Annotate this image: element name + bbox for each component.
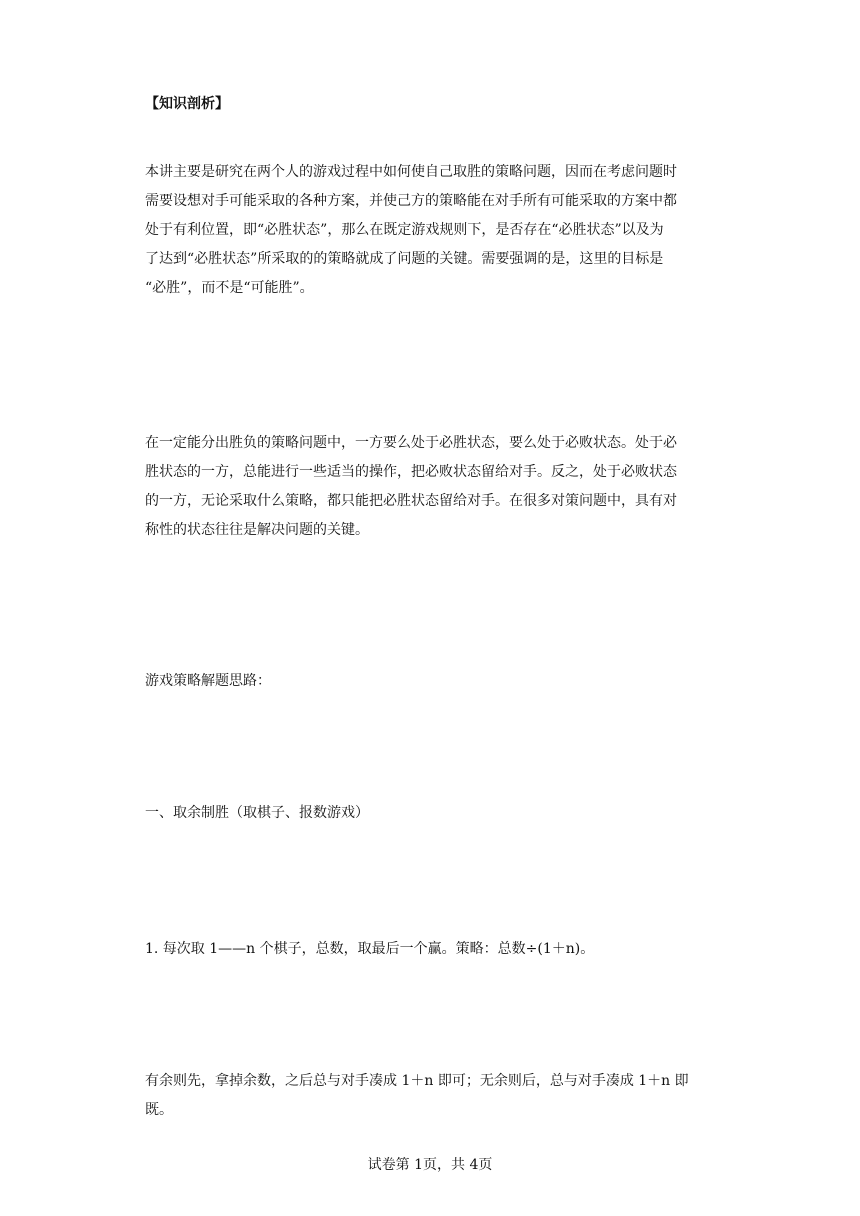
paragraph-line: 本讲主要是研究在两个人的游戏过程中如何使自己取胜的策略问题，因而在考虑问题时 [145,164,677,180]
subheading-remainder: 一、取余制胜（取棋子、报数游戏） [145,805,369,821]
paragraph-line: 在一定能分出胜负的策略问题中，一方要么处于必胜状态，要么处于必败状态。处于必 [145,435,677,451]
paragraph-rule-1: 1. 每次取 1——n 个棋子，总数，取最后一个赢。策略：总数÷(1＋n)。 [145,941,595,957]
paragraph-line: 的一方，无论采取什么策略，都只能把必胜状态留给对手。在很多对策问题中，具有对 [145,493,677,509]
paragraph-rule-1-detail [145,1067,719,1125]
paragraph-line: 称性的状态往往是解决问题的关键。 [145,522,369,538]
paragraph-intro [145,158,719,303]
paragraph-line: “必胜”，而不是“可能胜”。 [145,280,314,296]
paragraph-line: 了达到“必胜状态”所采取的的策略就成了问题的关键。需要强调的是，这里的目标是 [145,251,664,267]
paragraph-strategy-intro: 游戏策略解题思路： [145,673,271,689]
paragraph-win-lose-states [145,429,719,545]
paragraph-line: 既。 [145,1102,173,1118]
paragraph-line: 有余则先，拿掉余数，之后总与对手凑成 1＋n 即可；无余则后，总与对手凑成 1＋n 即 [145,1073,689,1089]
paragraph-line: 处于有利位置，即“必胜状态”，那么在既定游戏规则下，是否存在“必胜状态”以及为 [145,222,664,238]
paragraph-line: 需要设想对手可能采取的各种方案，并使己方的策略能在对手所有可能采取的方案中都 [145,193,677,209]
page-footer: 试卷第 1页，共 4页 [367,1157,493,1173]
section-heading: 【知识剖析】 [145,96,229,112]
paragraph-line: 胜状态的一方，总能进行一些适当的操作，把必败状态留给对手。反之，处于必败状态 [145,464,677,480]
